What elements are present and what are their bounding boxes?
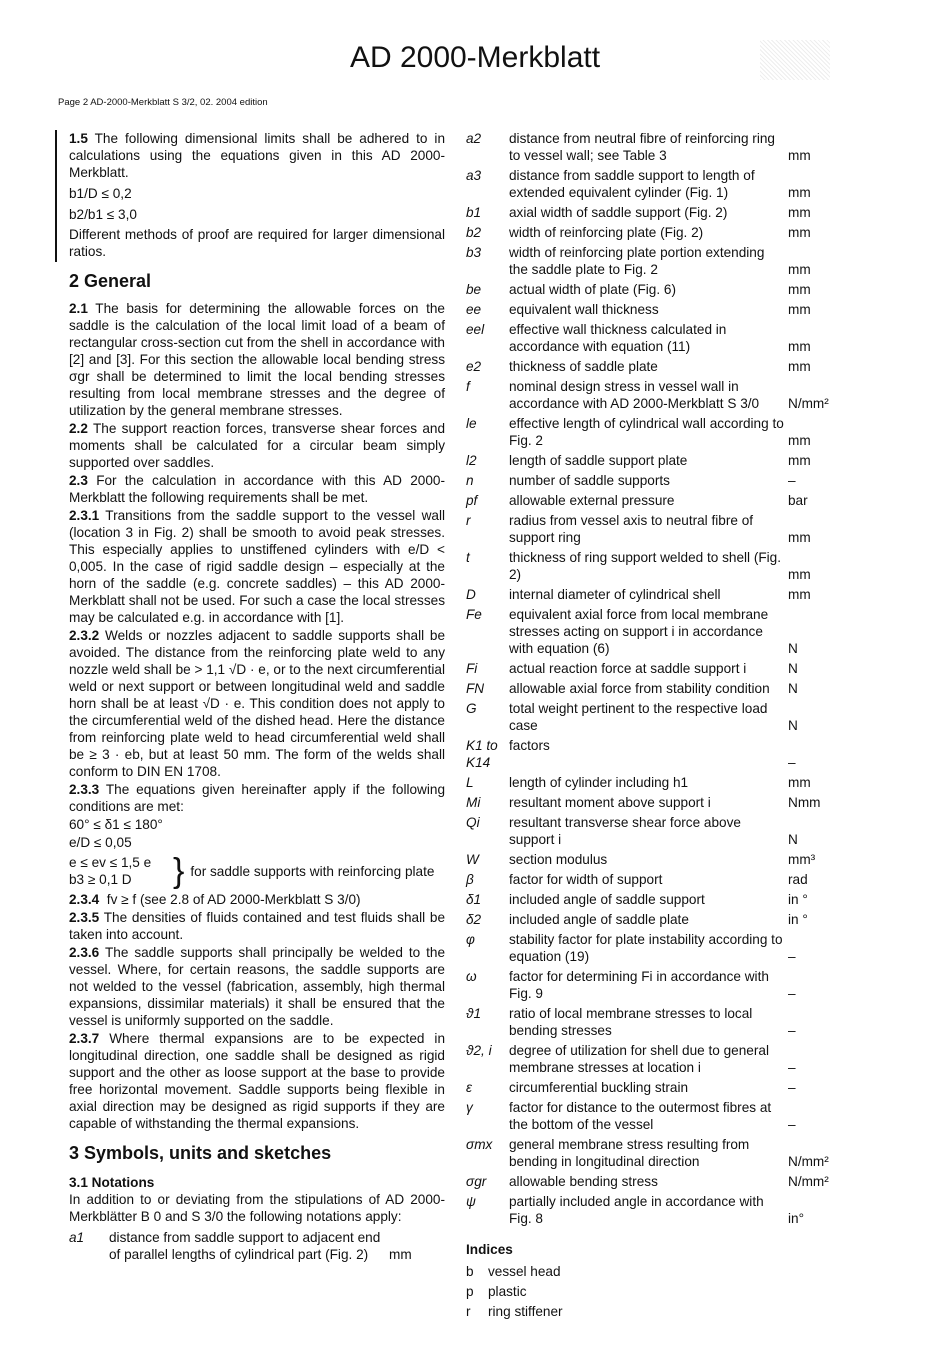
notation-description: resultant moment above support i (509, 795, 711, 810)
notation-description: degree of utilization for shell due to general membrane stresses at location i (509, 1043, 769, 1075)
indices-heading: Indices (466, 1242, 513, 1257)
notation-row (466, 130, 844, 164)
notation-description: thickness of ring support welded to shell (Fig. 2) (509, 550, 782, 582)
notation-description: equivalent axial force from local membrane stresses acting on support i in accordance with equation (6) (509, 607, 769, 656)
notation-description: radius from vessel axis to neutral fibre of support ring (509, 513, 754, 545)
subsection-heading-notations: 3.1 Notations (69, 1175, 155, 1190)
notation-unit: mm³ (788, 852, 816, 867)
notation-symbol: K1 to K14 (466, 738, 498, 770)
notation-row (466, 931, 844, 965)
index-row (466, 1283, 844, 1300)
notation-description: distance from neutral fibre of reinforcing ring to vessel wall; see Table 3 (509, 131, 775, 163)
notation-symbol: a3 (466, 168, 482, 183)
notation-row (466, 512, 844, 546)
notation-unit: N/mm² (788, 396, 829, 411)
notation-description: distance from saddle support to adjacent end of parallel lengths of cylindrical part (Fig. 2) (109, 1230, 381, 1262)
notation-unit: – (788, 986, 796, 1001)
notation-description: allowable bending stress (509, 1174, 658, 1189)
condition-ratio: e/D ≤ 0,05 (69, 835, 132, 850)
notation-symbol: σgr (466, 1174, 487, 1189)
notation-symbol: D (466, 587, 476, 602)
notation-unit: mm (788, 282, 811, 297)
notation-description: allowable external pressure (509, 493, 675, 508)
notation-unit: N (788, 661, 798, 676)
condition-ev: e ≤ ev ≤ 1,5 e (69, 855, 152, 870)
notation-symbol: Mi (466, 795, 481, 810)
page-reference: Page 2 AD-2000-Merkblatt S 3/2, 02. 2004 edition (58, 97, 268, 108)
notation-row (466, 1079, 844, 1096)
notation-unit: – (788, 755, 796, 770)
notation-row (466, 281, 844, 298)
notation-description: equivalent wall thickness (509, 302, 659, 317)
notation-symbol: e2 (466, 359, 482, 374)
notation-description: length of saddle support plate (509, 453, 688, 468)
notation-unit: N/mm² (788, 1174, 829, 1189)
notation-unit: N (788, 718, 798, 733)
notation-unit: N/mm² (788, 1154, 829, 1169)
notation-unit: N (788, 681, 798, 696)
notation-symbol: FN (466, 681, 485, 696)
notation-description: included angle of saddle support (509, 892, 705, 907)
notation-list (466, 130, 844, 1227)
notation-row (466, 224, 844, 241)
notation-symbol: β (466, 872, 474, 887)
brace-text: for saddle supports with reinforcing plate (190, 863, 435, 879)
right-column (466, 130, 844, 1323)
notation-unit: mm (788, 359, 811, 374)
notation-symbol: ϑ2, i (466, 1043, 492, 1058)
notation-symbol: b2 (466, 225, 482, 240)
notation-symbol: a2 (466, 131, 482, 146)
index-description: ring stiffener (488, 1304, 563, 1319)
notation-symbol: r (466, 513, 471, 528)
section-heading-symbols: 3 Symbols, units and sketches (69, 1143, 332, 1163)
notation-row (466, 358, 844, 375)
notation-symbol: Qi (466, 815, 480, 830)
notation-row (466, 737, 844, 771)
notation-description: factor for distance to the outermost fibres at the bottom of the vessel (509, 1100, 772, 1132)
notation-row (466, 1099, 844, 1133)
notation-symbol: l2 (466, 453, 477, 468)
condition-b3: b3 ≥ 0,1 D (69, 872, 132, 887)
notation-symbol: G (466, 701, 477, 716)
notation-unit: mm (788, 339, 811, 354)
notation-symbol: be (466, 282, 482, 297)
notation-unit: N (788, 832, 798, 847)
notation-row (466, 911, 844, 928)
change-bar (55, 130, 57, 262)
notation-unit: mm (788, 185, 811, 200)
notation-description: effective wall thickness calculated in accordance with equation (11) (509, 322, 727, 354)
left-column (69, 130, 445, 1263)
notations-intro: In addition to or deviating from the stipulations of AD 2000-Merkblätter B 0 and S 3/0 the following notations apply: (69, 1192, 445, 1224)
notation-unit: mm (389, 1247, 412, 1262)
notation-symbol: ee (466, 302, 482, 317)
notation-row (466, 415, 844, 449)
index-description: vessel head (488, 1264, 561, 1279)
notation-row (466, 700, 844, 734)
notation-unit: mm (788, 775, 811, 790)
notation-row-a1 (69, 1229, 445, 1263)
notation-symbol: a1 (69, 1230, 85, 1245)
notation-row (466, 1042, 844, 1076)
notation-row (466, 244, 844, 278)
notation-row (466, 492, 844, 509)
notation-symbol: δ1 (466, 892, 482, 907)
notation-description: ratio of local membrane stresses to local bending stresses (509, 1006, 753, 1038)
paragraph-2-2: 2.2 The support reaction forces, transverse shear forces and moments shall be calculated for a circular beam simply supported over saddles. (69, 421, 446, 470)
notation-row (466, 1173, 844, 1190)
notation-description: axial width of saddle support (Fig. 2) (509, 205, 728, 220)
notation-description: total weight pertinent to the respective load case (509, 701, 768, 733)
notation-row (466, 472, 844, 489)
notation-unit: – (788, 1117, 796, 1132)
notation-symbol: δ2 (466, 912, 482, 927)
index-symbol: b (466, 1264, 474, 1279)
notation-symbol: f (466, 379, 470, 394)
notation-symbol: n (466, 473, 474, 488)
dimension-note: Different methods of proof are required for larger dimensional ratios. (69, 227, 445, 259)
notation-row (466, 301, 844, 318)
notation-unit: mm (788, 205, 811, 220)
notation-row (466, 871, 844, 888)
index-description: plastic (488, 1284, 527, 1299)
notation-symbol: Fi (466, 661, 478, 676)
notation-symbol: le (466, 416, 477, 431)
index-row (466, 1263, 844, 1280)
notation-unit: mm (788, 567, 811, 582)
notation-symbol: ε (466, 1080, 472, 1095)
notation-row (466, 794, 844, 811)
paragraph-2-3: 2.3 For the calculation in accordance with this AD 2000-Merkblatt the following requirements shall be met. (69, 473, 445, 505)
notation-row (466, 378, 844, 412)
notation-row (466, 204, 844, 221)
notation-unit: mm (788, 587, 811, 602)
indices-list (466, 1263, 844, 1320)
notation-symbol: t (466, 550, 470, 565)
notation-unit: mm (788, 433, 811, 448)
notation-description: section modulus (509, 852, 608, 867)
notation-unit: rad (788, 872, 808, 887)
notation-symbol: W (466, 852, 479, 867)
notation-row (466, 891, 844, 908)
paragraph-1-5: 1.5 The following dimensional limits shall be adhered to in calculations using the equations given in this AD 2000-Merkblatt. (69, 131, 445, 180)
paragraph-2-3-7: 2.3.7 Where thermal expansions are to be expected in longitudinal direction, one saddle shall be designed as rigid support and the other as loose support at the base to provide free horizontal movement. Saddle supports being flexible in axial direction may be designed as rigid supports if they are capable of withstanding the thermal expansions. (69, 1031, 446, 1131)
section-heading-general: 2 General (69, 271, 152, 291)
notation-description: internal diameter of cylindrical shell (509, 587, 721, 602)
notation-unit: Nmm (788, 795, 821, 810)
notation-row (466, 549, 844, 583)
notation-symbol: L (466, 775, 474, 790)
notation-symbol: eel (466, 322, 485, 337)
notation-description: included angle of saddle plate (509, 912, 689, 927)
notation-unit: mm (788, 262, 811, 277)
notation-unit: – (788, 1060, 796, 1075)
notation-description: factors (509, 738, 550, 753)
notation-unit: bar (788, 493, 808, 508)
notation-row (466, 814, 844, 848)
notation-description: actual reaction force at saddle support i (509, 661, 747, 676)
halftone-decoration (760, 40, 830, 80)
notation-symbol: Fe (466, 607, 482, 622)
notation-description: actual width of plate (Fig. 6) (509, 282, 676, 297)
paragraph-2-3-5: 2.3.5 The densities of fluids contained and test fluids shall be taken into account. (69, 910, 446, 942)
page-title: AD 2000-Merkblatt (349, 41, 601, 74)
paragraph-2-3-2: 2.3.2 Welds or nozzles adjacent to saddle supports shall be avoided. The distance from the reinforcing plate weld to any nozzle weld shall be > 1,1 √D · e, or to the next circumferential weld or next support or between longitudinal weld and saddle horn shall be at least √D · e. This condition does not apply to the circumferential weld of the dished head. Here the distance from reinforcing plate weld to head circumferential weld shall be ≥ 3 · eb, but at least 50 mm. The form of the welds shall conform to DIN EN 1708. (69, 628, 446, 779)
dimension-limit-1: b1/D ≤ 0,2 (69, 186, 132, 201)
notation-row (466, 660, 844, 677)
notation-description: factor for width of support (509, 872, 663, 887)
notation-row (466, 452, 844, 469)
notation-row (466, 1005, 844, 1039)
notation-description: thickness of saddle plate (509, 359, 658, 374)
notation-description: allowable axial force from stability condition (509, 681, 770, 696)
notation-symbol: b1 (466, 205, 482, 220)
notation-row (466, 968, 844, 1002)
notation-row (466, 774, 844, 791)
paragraph-2-3-3: 2.3.3 The equations given hereinafter apply if the following conditions are met: (69, 782, 446, 814)
index-row (466, 1303, 844, 1320)
notation-row (466, 606, 844, 657)
paragraph-2-3-1: 2.3.1 Transitions from the saddle support to the vessel wall (location 3 in Fig. 2) shall be smooth to avoid peak stresses. This especially applies to unstiffened cylinders with e/D < 0,005. In the case of rigid saddle design – especially at the horn of the saddle (e.g. concrete saddles) – this AD 2000-Merkblatt shall not be used. For such a case the local stresses may be calculated e.g. in accordance with [1]. (69, 508, 446, 625)
notation-unit: in ° (788, 912, 808, 927)
notation-unit: mm (788, 225, 811, 240)
notation-description: general membrane stress resulting from bending in longitudinal direction (509, 1137, 750, 1169)
notation-unit: mm (788, 302, 811, 317)
notation-description: effective length of cylindrical wall according to Fig. 2 (509, 416, 784, 448)
notation-description: distance from saddle support to length of extended equivalent cylinder (Fig. 1) (509, 168, 755, 200)
paragraph-2-3-4: 2.3.4 fv ≥ f (see 2.8 of AD 2000-Merkblatt S 3/0) (69, 892, 361, 907)
notation-symbol: ϑ1 (466, 1006, 482, 1021)
notation-row (466, 167, 844, 201)
notation-unit: mm (788, 148, 811, 163)
notation-description: width of reinforcing plate portion extending the saddle plate to Fig. 2 (509, 245, 765, 277)
brace-symbol: } (173, 852, 185, 890)
notation-description: length of cylinder including h1 (509, 775, 689, 790)
notation-row (466, 321, 844, 355)
notation-unit: – (788, 1023, 796, 1038)
paragraph-2-3-6: 2.3.6 The saddle supports shall principally be welded to the vessel. Where, for certain reasons, the saddle supports are not welded to the vessel (fabrication, assembly, high thermal expansions, dissimilar materials) it shall be ensured that the vessel is uniformly supported on the saddle. (69, 945, 446, 1028)
notation-description: partially included angle in accordance with Fig. 8 (509, 1194, 764, 1226)
index-symbol: r (466, 1304, 471, 1319)
notation-unit: mm (788, 530, 811, 545)
notation-description: number of saddle supports (509, 473, 670, 488)
condition-brace-group (69, 853, 445, 889)
dimension-limit-2: b2/b1 ≤ 3,0 (69, 207, 137, 222)
notation-description: resultant transverse shear force above support i (509, 815, 741, 847)
notation-symbol: b3 (466, 245, 482, 260)
notation-unit: – (788, 949, 796, 964)
notation-unit: in° (788, 1211, 805, 1226)
notation-description: width of reinforcing plate (Fig. 2) (509, 225, 704, 240)
notation-unit: – (788, 1080, 796, 1095)
notation-description: circumferential buckling strain (509, 1080, 689, 1095)
notation-description: stability factor for plate instability according to equation (19) (509, 932, 783, 964)
notation-symbol: ψ (466, 1194, 476, 1209)
notation-row (466, 586, 844, 603)
notation-symbol: pf (466, 493, 478, 508)
notation-unit: N (788, 641, 798, 656)
notation-symbol: ω (466, 969, 477, 984)
notation-row (466, 1136, 844, 1170)
notation-row (466, 1193, 844, 1227)
notation-symbol: φ (466, 932, 475, 947)
paragraph-2-1: 2.1 The basis for determining the allowable forces on the saddle is the calculation of the local limit load of a beam of rectangular cross-section cut from the shell in accordance with [2] and [3]. For this section the allowable local bending stress σgr shall be determined to limit the local bending stresses resulting from local membrane stresses and the degree of utilization by the general membrane stresses. (69, 301, 445, 418)
notation-symbol: σmx (466, 1137, 493, 1152)
notation-unit: mm (788, 453, 811, 468)
notation-row (466, 680, 844, 697)
notation-description: factor for determining Fi in accordance with Fig. 9 (509, 969, 769, 1001)
notation-unit: in ° (788, 892, 808, 907)
notation-symbol: γ (466, 1100, 473, 1115)
condition-angle: 60° ≤ δ1 ≤ 180° (69, 817, 163, 832)
notation-description: nominal design stress in vessel wall in accordance with AD 2000-Merkblatt S 3/0 (509, 379, 760, 411)
notation-row (466, 851, 844, 868)
notation-unit: – (788, 473, 796, 488)
index-symbol: p (466, 1284, 474, 1299)
